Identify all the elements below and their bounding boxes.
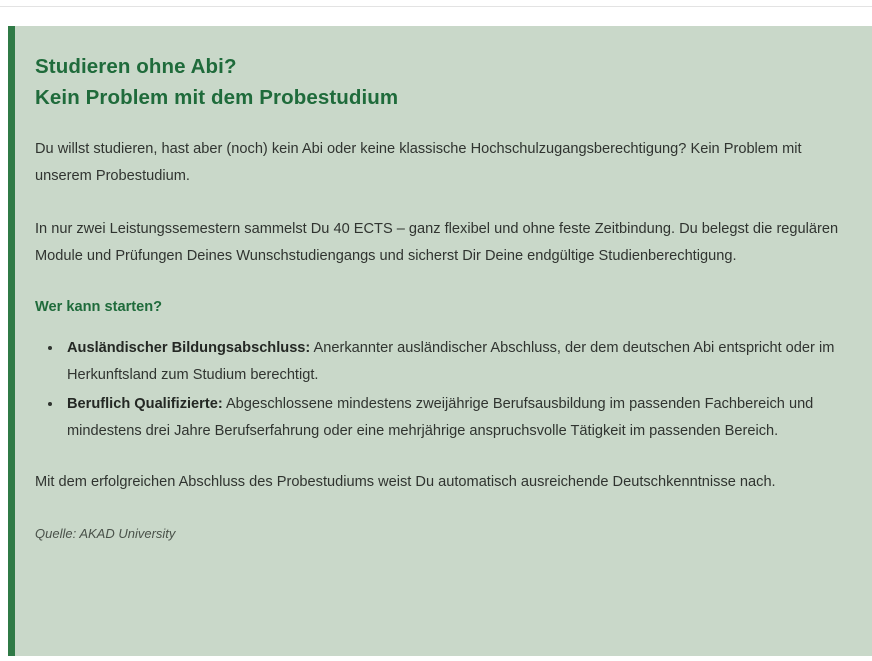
list-item-lead: Beruflich Qualifizierte: <box>67 395 223 412</box>
list-item <box>63 335 850 389</box>
top-divider <box>0 6 872 7</box>
list-item-text: Abgeschlossene mindestens zweijährige Berufsausbildung im passenden Fachbereich und mindestens drei Jahre Berufserfahrung oder eine mehrjährige anspruchsvolle Tätigkeit im passenden Bereich. <box>67 395 814 439</box>
headline-line-1: Studieren ohne Abi? <box>35 55 237 78</box>
language-note-paragraph: Mit dem erfolgreichen Abschluss des Probestudiums weist Du automatisch ausreichende Deutschkenntnisse nach. <box>35 473 776 490</box>
list-item-lead: Ausländischer Bildungsabschluss: <box>67 339 311 356</box>
list-item-text: Anerkannter ausländischer Abschluss, der dem deutschen Abi entspricht oder im Herkunftsland zum Studium berechtigt. <box>67 339 835 383</box>
source-attribution: Quelle: AKAD University <box>35 525 176 541</box>
info-callout <box>8 26 872 656</box>
callout-headline <box>35 52 850 114</box>
list-item <box>63 391 850 445</box>
eligibility-subheading: Wer kann starten? <box>35 298 163 315</box>
details-paragraph: In nur zwei Leistungssemestern sammelst Du 40 ECTS – ganz flexibel und ohne feste Zeitbindung. Du belegst die regulären Module und Prüfungen Deines Wunschstudiengangs und sicherst Dir Deine endgültige Studienberechtigung. <box>35 220 839 264</box>
eligibility-list <box>35 335 850 445</box>
intro-paragraph: Du willst studieren, hast aber (noch) kein Abi oder keine klassische Hochschulzugangsberechtigung? Kein Problem mit unserem Probestudium. <box>35 140 802 184</box>
headline-line-2: Kein Problem mit dem Probestudium <box>35 85 399 109</box>
